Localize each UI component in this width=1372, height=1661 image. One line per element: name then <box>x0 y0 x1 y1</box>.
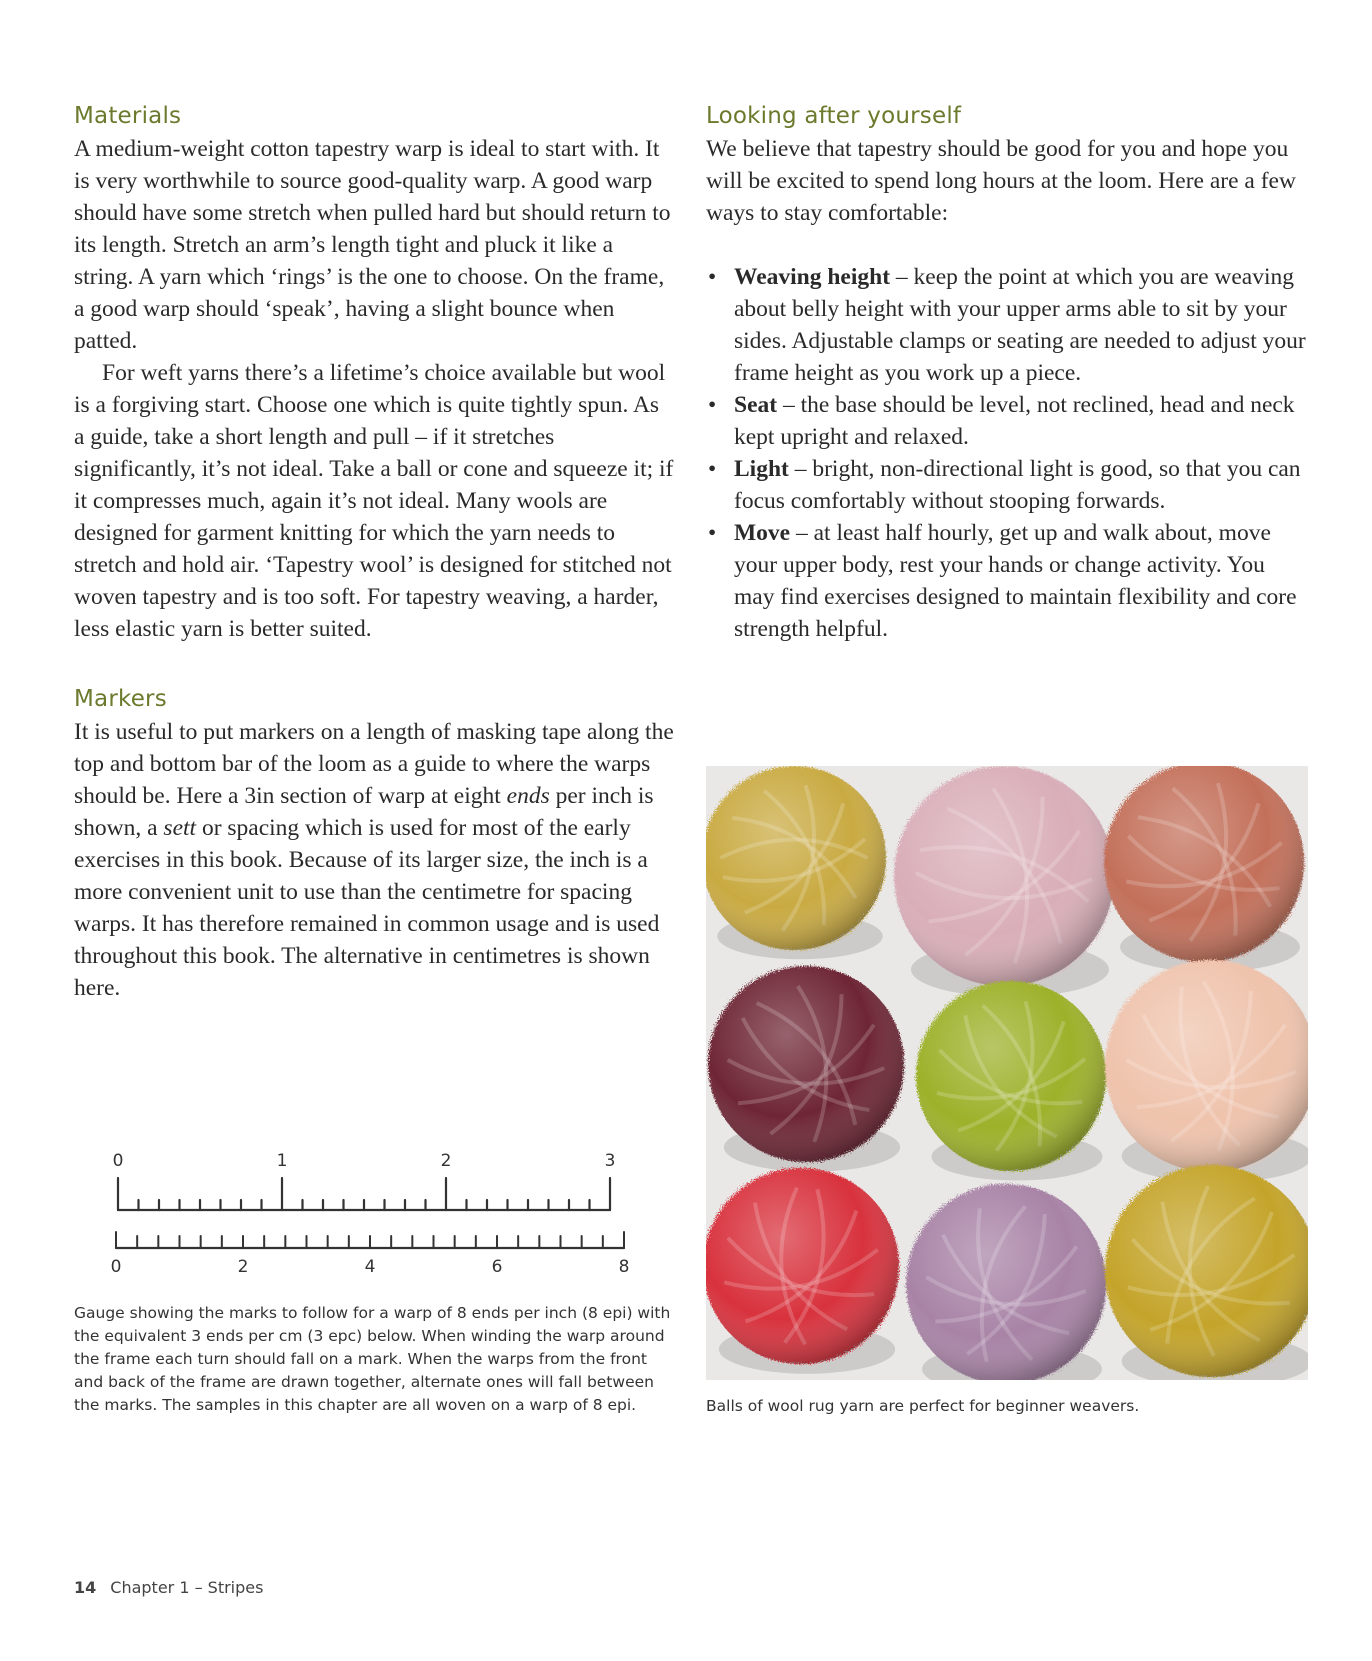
materials-paragraph-1: A medium-weight cotton tapestry warp is ideal to start with. It is very worthwhile to source good-quality warp. A good warp should have some stretch when pulled hard but should return to its length. Stretch an arm’s length tight and pluck it like a string. A yarn which ‘rings’ is the one to choose. On the frame, a good warp should ‘speak’, having a slight bounce when patted. <box>74 135 671 354</box>
markers-paragraph: It is useful to put markers on a length of masking tape along the top and bottom bar of the loom as a guide to where the warps should be. Here a 3in section of warp at eight ends per inch is shown, a sett or spacing which is used for most of the early exercises in this book. Because of its larger size, the inch is a more convenient unit to use than the centimetre for spacing warps. It has therefore remained in common usage and is used throughout this book. The alternative in centimetres is shown here. <box>74 718 674 1001</box>
yarn-ball <box>894 766 1114 997</box>
inch-label: 1 <box>276 1151 288 1171</box>
materials-paragraph-2: For weft yarns there’s a lifetime’s choice available but wool is a forgiving start. Choose one which is quite tightly spun. As a guide, take a short length and pull – if it stretches significantly, it’s not ideal. Take a ball or cone and squeeze it; if it compresses much, again it’s not ideal. Many wools are designed for garment knitting for which the yarn needs to stretch and hold air. ‘Tapestry wool’ is designed for stitched not woven tapestry and is too soft. For tapestry weaving, a harder, less elastic yarn is better suited. <box>74 359 674 642</box>
yarn-ball <box>906 1184 1106 1380</box>
looking-after-intro: We believe that tapestry should be good for you and hope you will be excited to spend long hours at the loom. Here are a few ways to stay comfortable: <box>706 135 1296 226</box>
yarn-ball <box>708 966 904 1172</box>
yarn-ball <box>1105 1165 1308 1380</box>
left-column <box>74 102 674 1004</box>
cm-label: 8 <box>618 1257 630 1277</box>
yarn-ball <box>706 1168 899 1374</box>
inch-label: 2 <box>440 1151 452 1171</box>
sett-term: sett <box>163 814 197 841</box>
yarn-balls-photo <box>706 766 1308 1380</box>
tip-move: • Move – at least half hourly, get up and walk about, move your upper body, rest your hands or change activity. You may find exercises designed to maintain flexibility and core strength helpful. <box>706 517 1306 645</box>
markers-heading: Markers <box>74 685 167 712</box>
yarn-ball <box>706 766 886 959</box>
page-footer <box>74 1578 263 1597</box>
photo-caption: Balls of wool rug yarn are perfect for beginner weavers. <box>706 1397 1140 1415</box>
inch-label: 0 <box>112 1151 124 1171</box>
tip-light: • Light – bright, non-directional light is good, so that you can focus comfortably without stooping forwards. <box>706 453 1306 517</box>
yarn-ball <box>916 981 1106 1181</box>
tip-weaving-height: • Weaving height – keep the point at which you are weaving about belly height with your upper arms able to sit by your sides. Adjustable clamps or seating are needed to adjust your frame height as you work up a piece. <box>706 261 1306 389</box>
looking-after-heading: Looking after yourself <box>706 103 962 129</box>
comfort-tips-list <box>706 261 1306 645</box>
yarn-ball <box>1105 960 1308 1183</box>
materials-heading: Materials <box>74 103 182 129</box>
inch-label: 3 <box>604 1151 616 1171</box>
gauge-caption: Gauge showing the marks to follow for a warp of 8 ends per inch (8 epi) with the equivalent 3 ends per cm (3 epc) below. When winding the warp around the frame each turn should fall on a mark. When the warps from the front and back of the frame are drawn together, alternate ones will fall between the marks. The samples in this chapter are all woven on a warp of 8 epi. <box>74 1304 671 1414</box>
cm-label: 2 <box>237 1257 249 1277</box>
cm-label: 6 <box>491 1257 503 1277</box>
ends-term: ends <box>506 782 550 809</box>
yarn-ball <box>1104 766 1304 972</box>
warp-gauge-diagram <box>100 1118 660 1278</box>
right-column <box>706 102 1306 645</box>
cm-label: 4 <box>364 1257 376 1277</box>
cm-label: 0 <box>110 1257 122 1277</box>
page-number: 14 <box>74 1578 97 1597</box>
chapter-title: Chapter 1 – Stripes <box>110 1578 264 1597</box>
tip-seat: • Seat – the base should be level, not reclined, head and neck kept upright and relaxed. <box>706 389 1306 453</box>
